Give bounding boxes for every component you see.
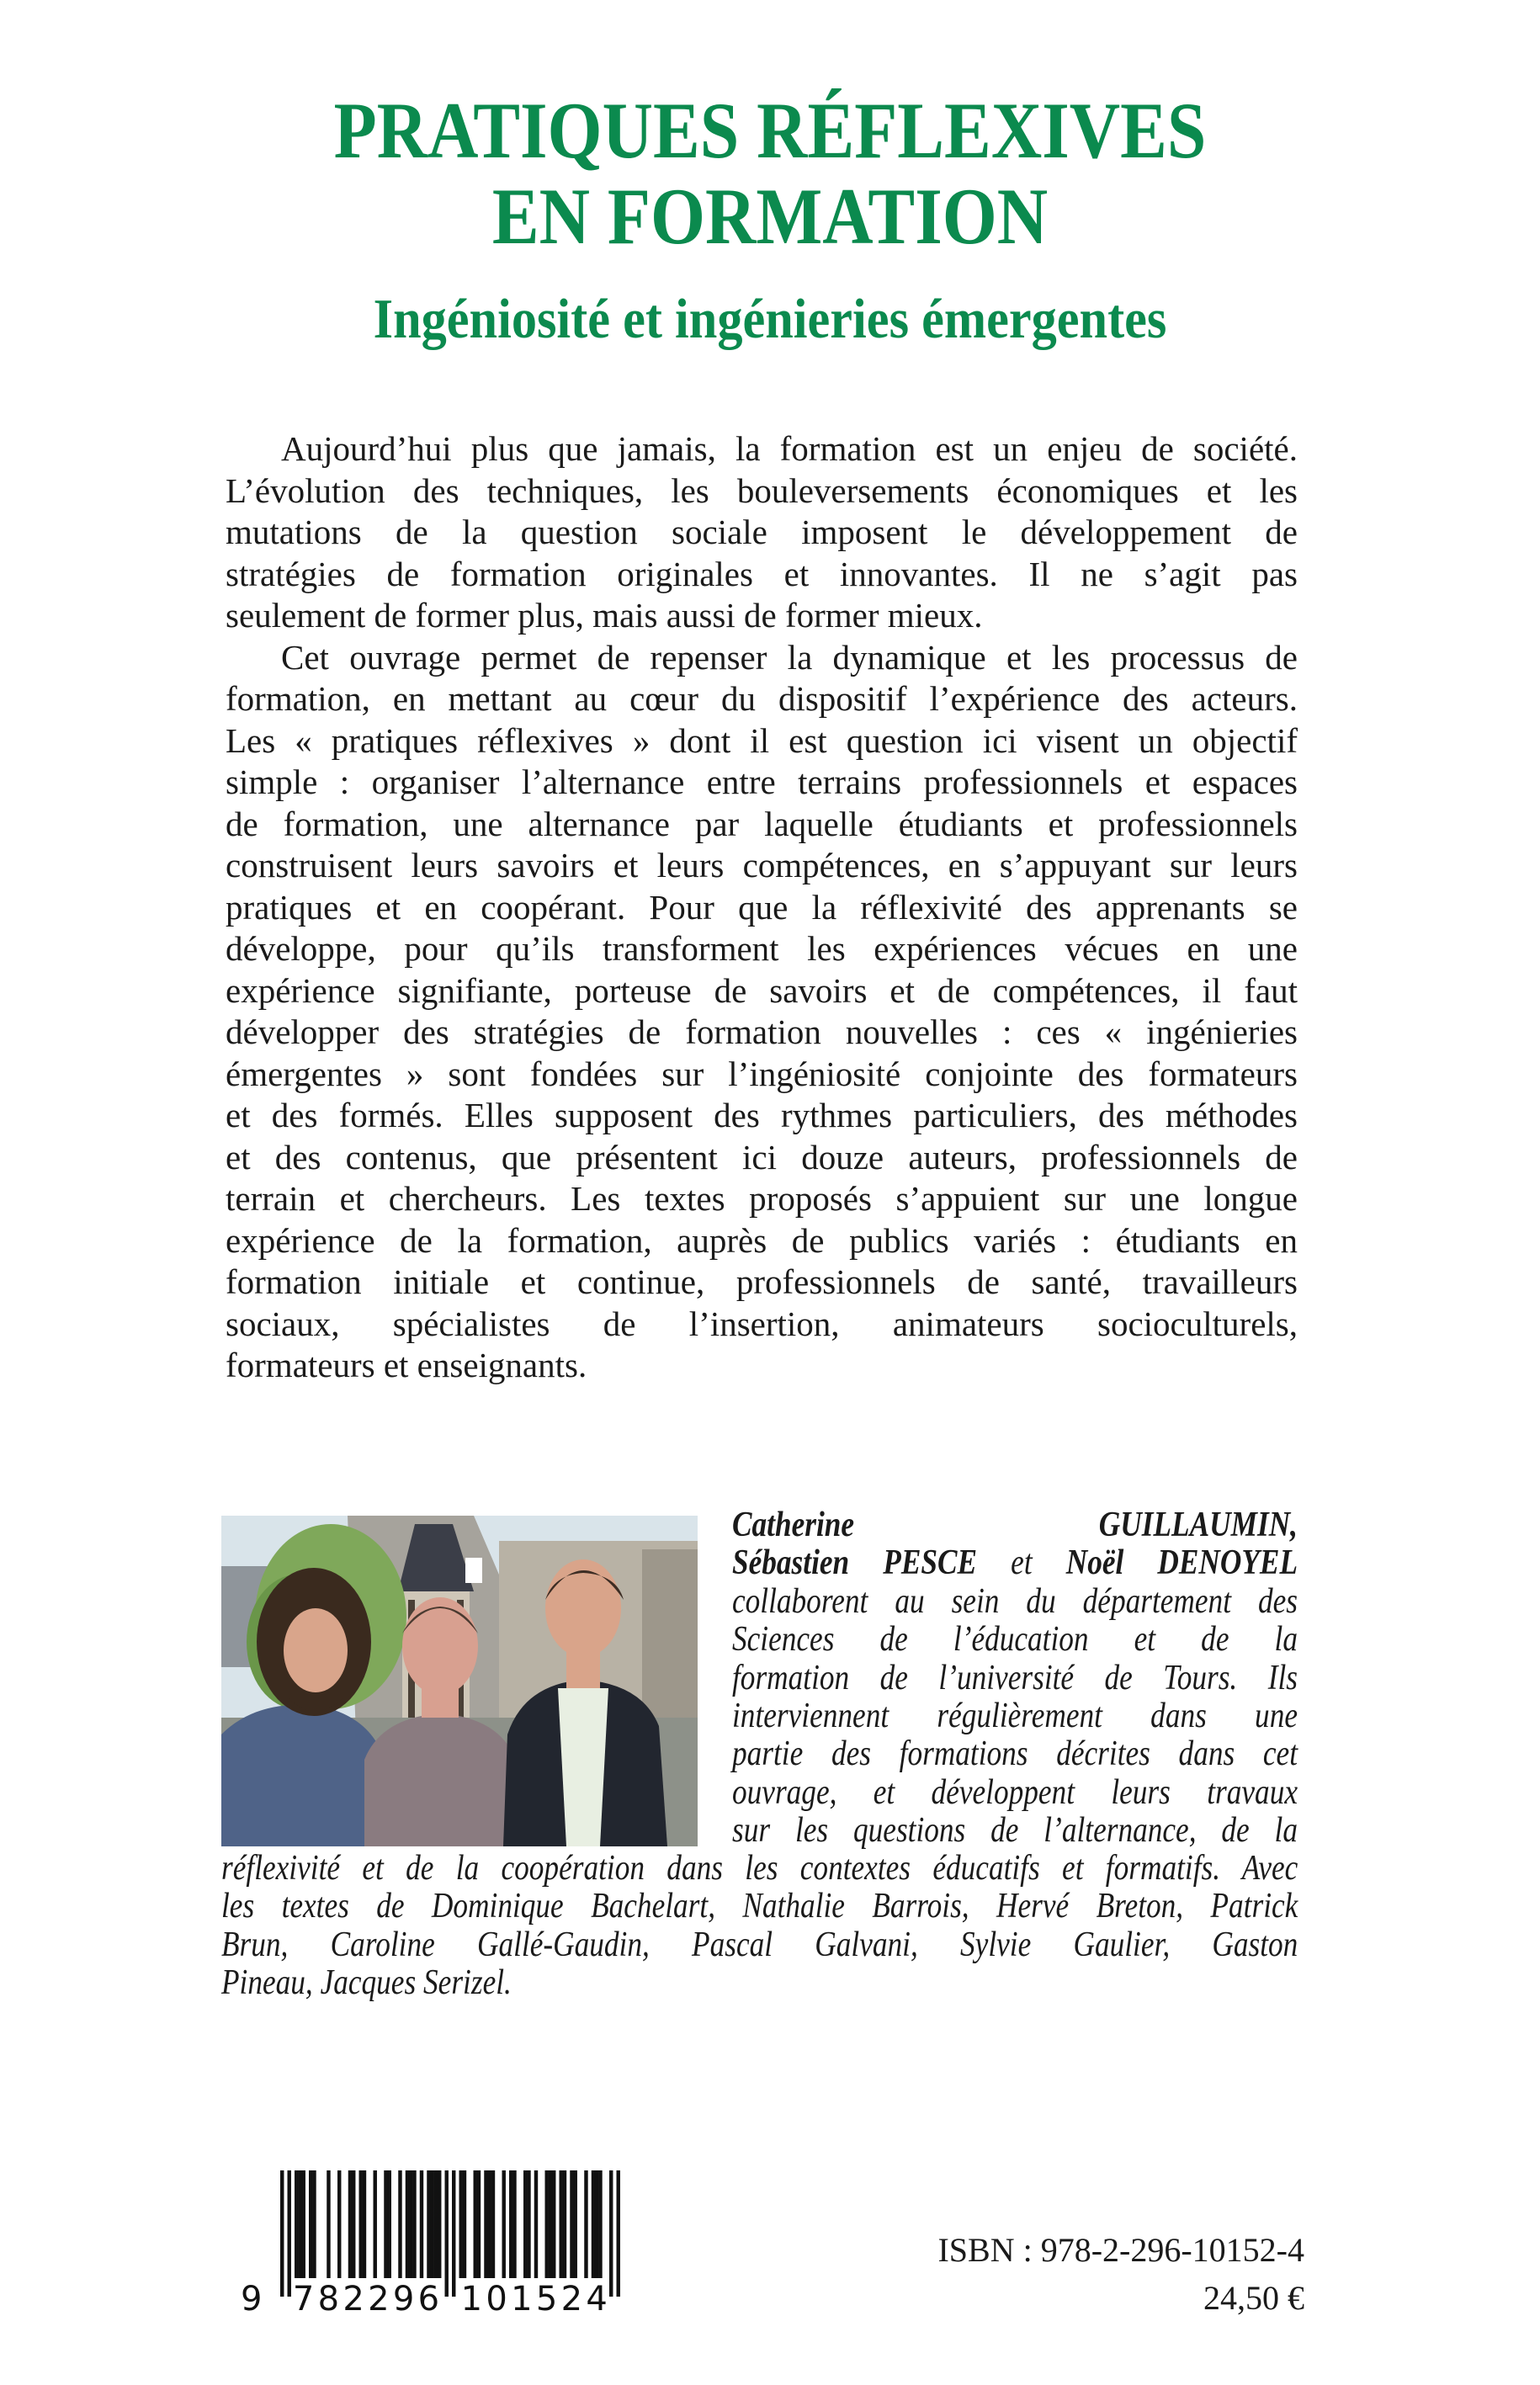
barcode-bar <box>512 2170 516 2278</box>
barcode-bar <box>359 2170 363 2278</box>
barcode-digit: 9 <box>392 2280 415 2319</box>
barcode-bar <box>574 2170 577 2278</box>
barcode-bar <box>406 2170 409 2278</box>
barcode-bar <box>527 2170 530 2278</box>
barcode-bar <box>584 2170 587 2278</box>
barcode-bar <box>337 2170 341 2278</box>
author-conjunction: et <box>1011 1543 1033 1583</box>
bio-line: Brun, Caroline Gallé-Gaudin, Pascal Galvani, Sylvie Gaulier, Gaston <box>221 1925 1298 1964</box>
barcode-bar <box>459 2170 463 2278</box>
barcode-bar <box>434 2170 438 2278</box>
barcode-bar <box>549 2170 552 2278</box>
blurb-line: développer des stratégies de formation nouvelles : ces « ingénieries <box>226 1012 1298 1051</box>
barcode-bar <box>617 2170 620 2297</box>
blurb-line: expérience signifiante, porteuse de savoirs et de compétences, il faut <box>226 970 1298 1010</box>
bio-line: partie des formations décrites dans cet <box>732 1734 1298 1774</box>
barcode-bar <box>280 2170 284 2297</box>
authors-photo <box>221 1516 698 1846</box>
blurb-line: formation, en mettant au cœur du dispositif l’expérience des acteurs. <box>226 679 1298 718</box>
author-line-1 <box>732 1506 1298 1544</box>
blurb-line: Les « pratiques réflexives » dont il est question ici visent un objectif <box>226 720 1298 760</box>
blurb-line: formateurs et enseignants. <box>226 1346 587 1384</box>
barcode-bar <box>545 2170 549 2278</box>
barcode-bar <box>327 2170 330 2278</box>
barcode-bar <box>431 2170 434 2278</box>
author-line-2 <box>732 1544 1298 1582</box>
barcode-bar <box>288 2170 291 2297</box>
barcode-bar <box>374 2170 377 2278</box>
barcode-bar <box>438 2170 441 2278</box>
barcode-digit: 1 <box>460 2280 483 2319</box>
bio-line: formation de l’université de Tours. Ils <box>732 1658 1298 1697</box>
blurb-line: et des formés. Elles supposent des rythmes particuliers, des méthodes <box>226 1096 1298 1134</box>
barcode <box>236 2167 631 2319</box>
barcode-bar <box>484 2170 487 2278</box>
authors-bio-full <box>221 1850 1298 2003</box>
blurb-line: simple : organiser l’alternance entre terrains professionnels et espaces <box>226 762 1298 801</box>
barcode-bar <box>412 2170 416 2278</box>
bio-line: Pineau, Jacques Serizel. <box>221 1963 512 2003</box>
barcode-bar <box>302 2170 305 2278</box>
blurb-line: expérience de la formation, auprès de publics variés : étudiants en <box>226 1220 1298 1260</box>
barcode-bar <box>509 2170 512 2278</box>
author-name-3: Noël DENOYEL <box>1065 1543 1298 1583</box>
book-title-line-1: PRATIQUES RÉFLEXIVES <box>333 86 1207 175</box>
bio-line: sur les questions de l’alternance, de la <box>732 1811 1298 1851</box>
barcode-digit: 7 <box>292 2280 315 2319</box>
barcode-bar <box>409 2170 412 2278</box>
blurb-line: émergentes » sont fondées sur l’ingéniosité conjointe des formateurs <box>226 1054 1298 1093</box>
barcode-digit: 2 <box>368 2280 390 2319</box>
barcode-bar <box>309 2170 312 2278</box>
blurb-line: Cet ouvrage permet de repenser la dynamique et les processus de <box>281 637 1298 677</box>
blurb-line: pratiques et en coopérant. Pour que la réflexivité des apprenants se <box>226 887 1298 927</box>
barcode-bar <box>477 2170 481 2278</box>
barcode-bar <box>295 2170 298 2278</box>
blurb-line: seulement de former plus, mais aussi de former mieux. <box>226 596 983 635</box>
blurb-line: de formation, une alternance par laquelle étudiants et professionnels <box>226 804 1298 843</box>
barcode-bar <box>452 2170 455 2297</box>
barcode-bar <box>563 2170 566 2278</box>
barcode-bar <box>534 2170 538 2278</box>
barcode-digit: 2 <box>560 2280 583 2319</box>
bio-line: ouvrage, et développent leurs travaux <box>732 1772 1298 1812</box>
blurb-line: terrain et chercheurs. Les textes proposés s’appuient sur une longue <box>226 1179 1298 1218</box>
blurb-line: sociaux, spécialistes de l’insertion, animateurs socioculturels, <box>226 1304 1298 1343</box>
barcode-digit: 6 <box>417 2280 440 2319</box>
barcode-bar <box>398 2170 401 2278</box>
barcode-bar <box>595 2170 598 2278</box>
blurb-line: Aujourd’hui plus que jamais, la formation est un enjeu de société. <box>281 429 1298 468</box>
price: 24,50 € <box>1203 2279 1304 2317</box>
blurb-line: formation initiale et continue, professionnels de santé, travailleurs <box>226 1262 1298 1301</box>
blurb-line: développe, pour qu’ils transforment les expériences vécues en une <box>226 929 1298 968</box>
barcode-digit: 2 <box>343 2280 364 2319</box>
blurb-text <box>226 428 1298 1387</box>
blurb-line: construisent leurs savoirs et leurs compétences, en s’appuyant sur leurs <box>226 846 1298 884</box>
barcode-bar <box>474 2170 477 2278</box>
bio-line: réflexivité et de la coopération dans les contextes éducatifs et formatifs. Avec <box>221 1849 1298 1888</box>
barcode-bar <box>312 2170 316 2278</box>
bio-line: Sciences de l’éducation et de la <box>732 1620 1298 1660</box>
blurb-line: L’évolution des techniques, les bouleversements économiques et les <box>226 470 1298 510</box>
barcode-bar <box>363 2170 366 2278</box>
barcode-bar <box>488 2170 491 2278</box>
barcode-digit: 4 <box>586 2280 608 2319</box>
barcode-bar <box>384 2170 387 2278</box>
barcode-bar <box>598 2170 602 2278</box>
barcode-bar <box>298 2170 301 2278</box>
barcode-digit: 9 <box>241 2280 263 2319</box>
barcode-bar <box>388 2170 391 2278</box>
barcode-bar <box>420 2170 423 2278</box>
bio-line: collaborent au sein du département des <box>732 1581 1298 1621</box>
bio-line: interviennent régulièrement dans une <box>732 1696 1298 1735</box>
book-subtitle: Ingéniosité et ingénieries émergentes <box>373 288 1167 350</box>
blurb-line: et des contenus, que présentent ici douze auteurs, professionnels de <box>226 1137 1298 1177</box>
barcode-bar <box>523 2170 527 2278</box>
barcode-bar <box>609 2170 613 2297</box>
barcode-bar <box>348 2170 352 2278</box>
barcode-bar <box>445 2170 449 2297</box>
blurb-line: mutations de la question sociale imposent le développement de <box>226 513 1298 551</box>
barcode-bar <box>592 2170 595 2278</box>
author-last-name: GUILLAUMIN, <box>1098 1506 1298 1544</box>
barcode-bar <box>560 2170 563 2278</box>
author-name-2: Sébastien PESCE <box>732 1543 978 1583</box>
barcode-bar <box>427 2170 430 2278</box>
blurb-line: stratégies de formation originales et innovantes. Il ne s’agit pas <box>226 554 1298 593</box>
barcode-bar <box>463 2170 466 2278</box>
authors-bio-column <box>732 1506 1298 1851</box>
barcode-digit: 8 <box>317 2280 340 2319</box>
barcode-digit: 0 <box>486 2280 507 2319</box>
book-title-line-2: EN FORMATION <box>491 172 1049 261</box>
barcode-bar <box>502 2170 506 2278</box>
barcode-bar <box>552 2170 555 2278</box>
barcode-bar <box>352 2170 355 2278</box>
barcode-bar <box>491 2170 495 2278</box>
author-first-name: Catherine <box>732 1506 855 1544</box>
barcode-digit: 1 <box>511 2280 533 2319</box>
bio-line: les textes de Dominique Bachelart, Nathalie Barrois, Hervé Breton, Patrick <box>221 1887 1298 1926</box>
barcode-bar <box>570 2170 573 2278</box>
isbn: ISBN : 978-2-296-10152-4 <box>937 2231 1304 2269</box>
barcode-digit: 5 <box>535 2280 558 2319</box>
